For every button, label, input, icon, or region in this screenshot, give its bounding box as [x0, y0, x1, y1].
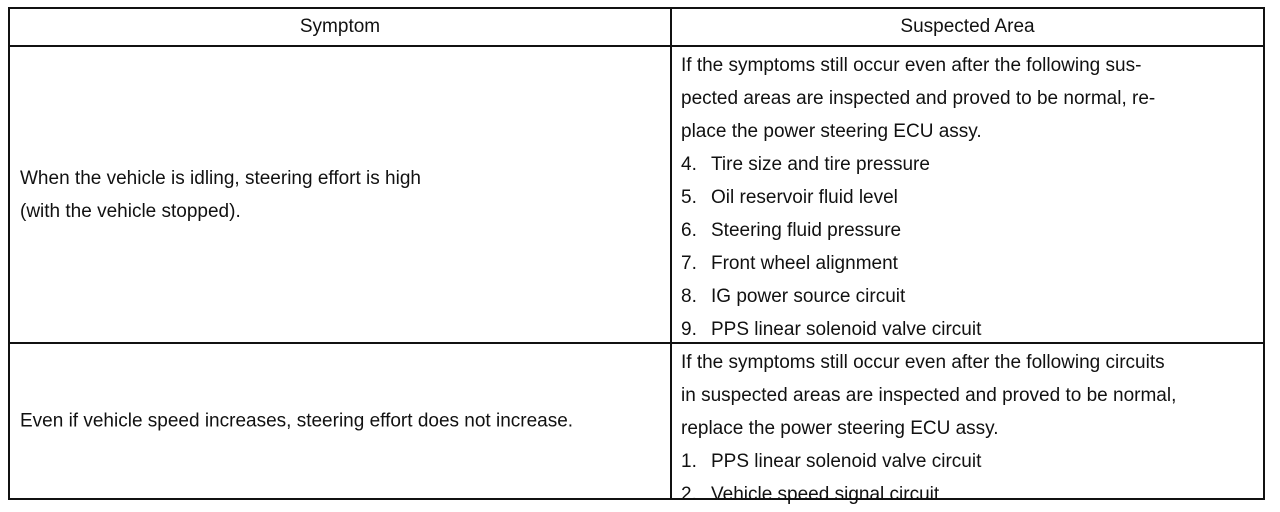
header-suspected-area: Suspected Area [900, 16, 1035, 37]
item-text: IG power source circuit [711, 286, 906, 307]
suspected-area-intro: If the symptoms still occur even after the following circuits in suspected areas are inspected and proved to be normal, replace the power steering ECU assy. [681, 352, 1177, 439]
list-item [681, 148, 1255, 181]
item-number: 7. [681, 253, 697, 274]
item-text: PPS linear solenoid valve circuit [711, 319, 982, 340]
item-number: 2. [681, 484, 697, 505]
item-number: 6. [681, 220, 697, 241]
item-text: PPS linear solenoid valve circuit [711, 451, 982, 472]
item-number: 5. [681, 187, 697, 208]
list-item [681, 247, 1255, 280]
list-item [681, 280, 1255, 313]
item-text: Front wheel alignment [711, 253, 898, 274]
item-text: Tire size and tire pressure [711, 154, 930, 175]
list-item [681, 478, 1255, 511]
symptom-cell [10, 344, 672, 498]
list-item [681, 445, 1255, 478]
list-item [681, 313, 1255, 346]
item-number: 1. [681, 451, 697, 472]
table-header-row [10, 9, 1263, 47]
suspected-area-intro: If the symptoms still occur even after the following sus- pected areas are inspected and proved to be normal, re- place the power steering ECU assy. [681, 55, 1156, 142]
item-text: Vehicle speed signal circuit [711, 484, 940, 505]
suspected-area-cell [672, 47, 1263, 342]
item-number: 9. [681, 319, 697, 340]
item-text: Steering fluid pressure [711, 220, 902, 241]
symptom-table [8, 7, 1265, 505]
table-row [10, 344, 1263, 505]
suspected-area-list [681, 346, 1255, 511]
suspected-area-list [681, 49, 1255, 346]
list-item [681, 214, 1255, 247]
item-text: Oil reservoir fluid level [711, 187, 898, 208]
symptom-text: When the vehicle is idling, steering effort is high (with the vehicle stopped). [20, 167, 421, 222]
suspected-area-cell [672, 344, 1263, 505]
symptom-text: Even if vehicle speed increases, steering effort does not increase. [20, 410, 574, 432]
symptom-cell [10, 47, 672, 342]
header-symptom: Symptom [10, 9, 672, 45]
table-row [10, 47, 1263, 344]
item-number: 4. [681, 154, 697, 175]
list-item [681, 181, 1255, 214]
item-number: 8. [681, 286, 697, 307]
